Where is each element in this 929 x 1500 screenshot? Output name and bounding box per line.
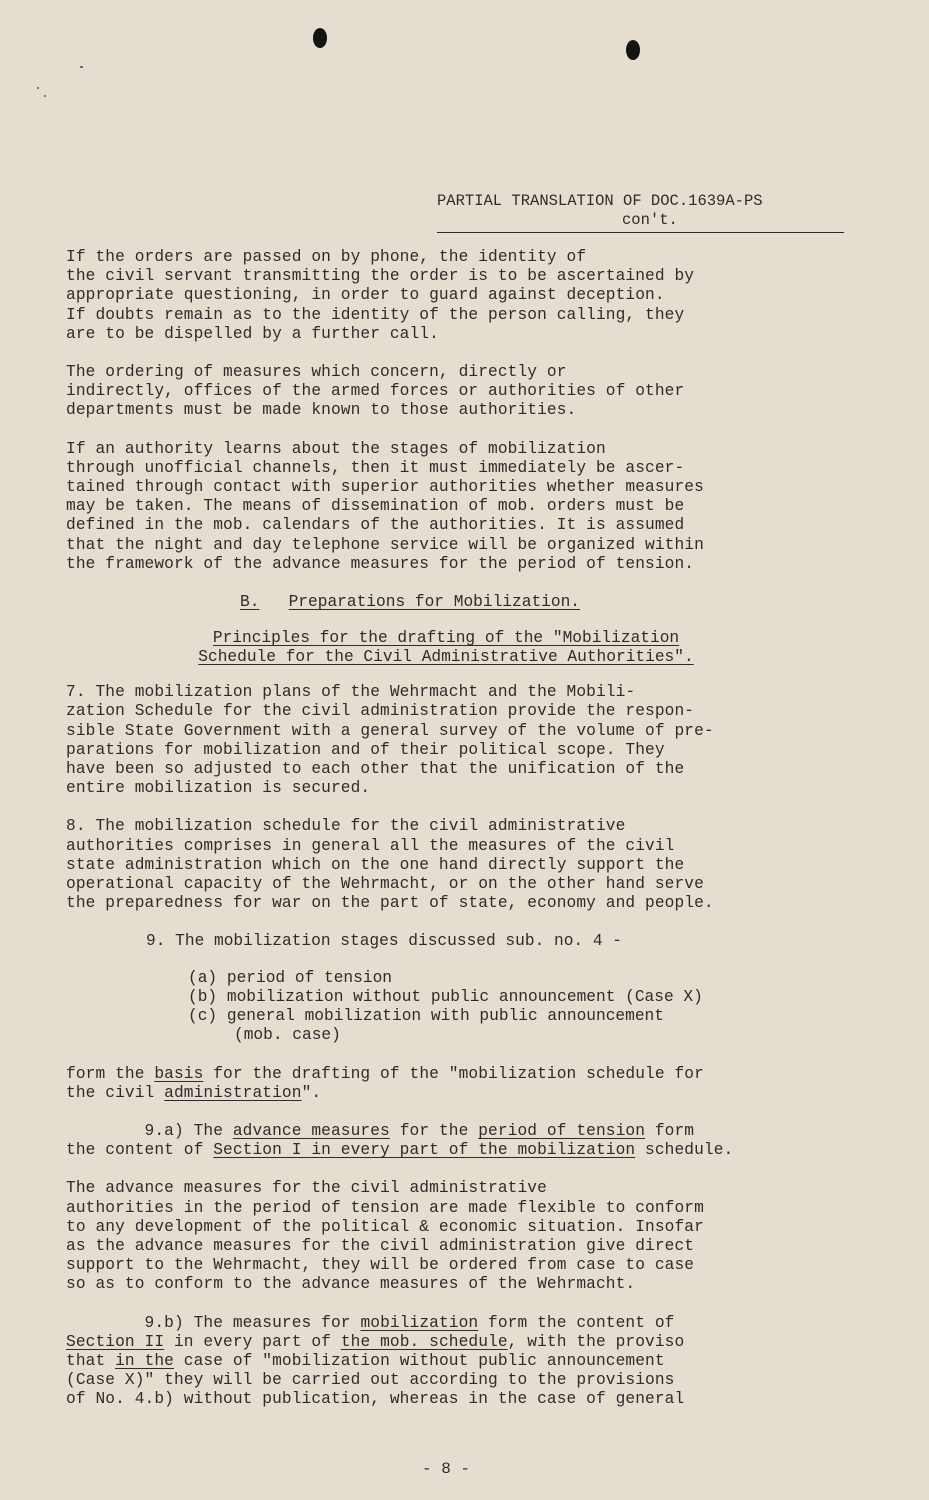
text-span: case of "mobilization without public announcement bbox=[173, 1351, 665, 1370]
section-b-title: Preparations for Mobilization. bbox=[288, 593, 581, 612]
text-span: form the bbox=[66, 1064, 155, 1083]
text-span: form the content of bbox=[478, 1313, 675, 1332]
paragraph-unofficial-channels: If an authority learns about the stages of mobilization through unofficial channels, then it must immediately be ascer- tained through contact with superior authorities whether measures may be taken. The means of dissemination of mob. orders must be defined in the mob. calendars of the authorities. It is assumed that the night and day telephone service will be organized within the framework of the advance measures for the period of tension. bbox=[66, 439, 704, 573]
text-span: (Case X)" they will be carried out according to the provisions of No. 4.b) without publication, whereas in the case of general bbox=[66, 1371, 685, 1409]
paragraph-9a bbox=[66, 1122, 856, 1160]
text-span: , with the proviso bbox=[507, 1332, 685, 1351]
text-span: form bbox=[645, 1121, 695, 1140]
text-span: 9.b) The measures for bbox=[66, 1313, 361, 1332]
list-item: (c) general mobilization with public announcement bbox=[188, 1007, 664, 1026]
underlined-text: Section I in every part of the mobilization bbox=[213, 1141, 636, 1160]
header-rule bbox=[437, 232, 844, 233]
underlined-text: mobilization bbox=[360, 1313, 479, 1332]
document-header bbox=[437, 192, 844, 233]
text-span: for the drafting of the "mobilization schedule for bbox=[203, 1064, 704, 1083]
header-continued: con't. bbox=[622, 211, 678, 229]
punch-hole-left bbox=[313, 28, 327, 48]
principles-line-2: Schedule for the Civil Administrative Authorities". bbox=[198, 648, 694, 667]
paragraph-9-intro: 9. The mobilization stages discussed sub. no. 4 - bbox=[146, 932, 622, 951]
paper-speck bbox=[44, 95, 46, 97]
header-title: PARTIAL TRANSLATION OF DOC.1639A-PS bbox=[437, 192, 763, 210]
text-span: the content of bbox=[66, 1141, 214, 1160]
underlined-text: basis bbox=[154, 1064, 204, 1083]
section-b-heading bbox=[240, 593, 856, 612]
list-item: (b) mobilization without public announcement (Case X) bbox=[188, 987, 703, 1006]
underlined-text: Section II bbox=[66, 1332, 165, 1351]
paragraph-7: 7. The mobilization plans of the Wehrmacht and the Mobili- zation Schedule for the civil administration provide the respon- sible State Government with a general survey of the volume of pre- parations for mobilization and of their political scope. They have been so adjusted to each other that the unification of the entire mobilization is secured. bbox=[66, 683, 714, 798]
list-item: (a) period of tension bbox=[188, 968, 392, 987]
underlined-text: the mob. schedule bbox=[340, 1332, 508, 1351]
paragraph-ordering-measures: The ordering of measures which concern, directly or indirectly, offices of the armed forces or authorities of other departments must be made known to those authorities. bbox=[66, 363, 685, 420]
mobilization-stages-list bbox=[188, 969, 856, 1046]
paragraph-9b bbox=[66, 1314, 856, 1410]
paragraph-8: 8. The mobilization schedule for the civil administrative authorities comprises in general all the measures of the civil state administration which on the one hand directly support the operational capacity of the Wehrmacht, or on the other hand serve the preparedness for war on the part of state, economy and people. bbox=[66, 817, 714, 913]
underlined-text: administration bbox=[164, 1083, 302, 1102]
underlined-text: advance measures bbox=[232, 1121, 390, 1140]
text-span: the civil bbox=[66, 1083, 165, 1102]
section-b-letter: B. bbox=[240, 593, 260, 612]
paper-speck bbox=[37, 87, 39, 89]
paragraph-9a-detail: The advance measures for the civil administrative authorities in the period of tension are made flexible to conform to any development of the political & economic situation. Insofar as the advance measures for the civil administration give direct support to the Wehrmacht, they will be ordered from case to case so as to conform to the advance measures of the Wehrmacht. bbox=[66, 1179, 704, 1294]
text-span: that bbox=[66, 1351, 116, 1370]
principles-heading bbox=[66, 629, 856, 667]
paragraph-phone-orders: If the orders are passed on by phone, the identity of the civil servant transmitting the order is to be ascertained by appropriate questioning, in order to guard against deception. If doubts remain as to the identity of the person calling, they are to be dispelled by a further call. bbox=[66, 248, 695, 343]
text-span: 9.a) The bbox=[66, 1121, 233, 1140]
underlined-text: in the bbox=[115, 1351, 174, 1370]
underlined-text: period of tension bbox=[478, 1121, 646, 1140]
list-item-continuation: (mob. case) bbox=[234, 1026, 341, 1045]
document-body bbox=[66, 248, 856, 1429]
principles-line-1: Principles for the drafting of the "Mobilization bbox=[212, 629, 680, 648]
paragraph-9-basis bbox=[66, 1065, 856, 1103]
punch-hole-right bbox=[626, 40, 640, 60]
paper-speck bbox=[80, 66, 83, 68]
page-number: - 8 - bbox=[421, 1460, 470, 1478]
text-span: schedule. bbox=[635, 1141, 734, 1160]
text-span: in every part of bbox=[164, 1332, 341, 1351]
text-span: ". bbox=[301, 1083, 322, 1102]
text-span: for the bbox=[389, 1121, 479, 1140]
